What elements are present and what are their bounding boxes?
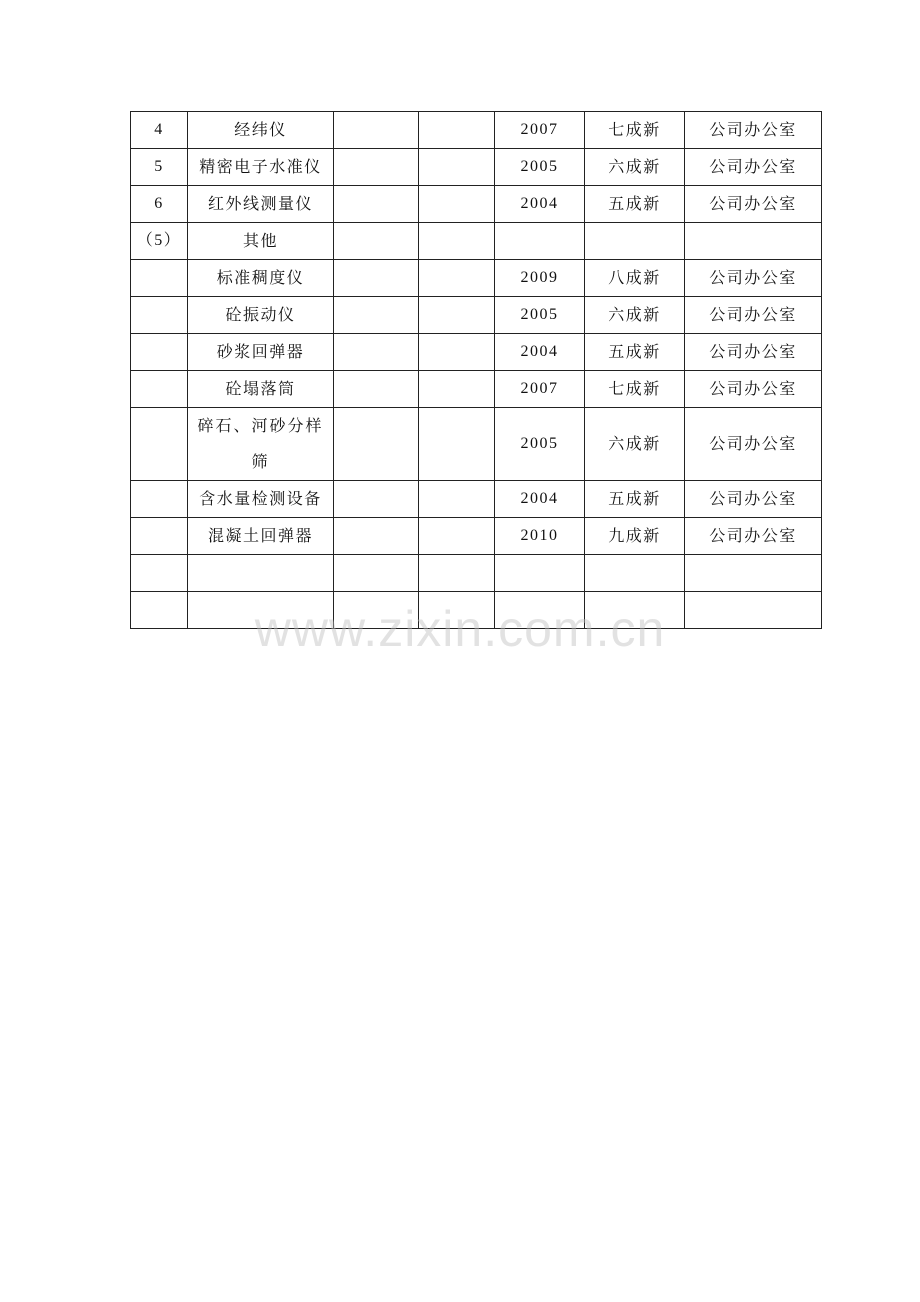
blank-cell [334, 223, 419, 260]
table-row-section-header [131, 223, 822, 260]
location-cell [685, 555, 822, 592]
table-row [131, 186, 822, 223]
equipment-name-cell: 碎石、河砂分样筛 [188, 408, 334, 481]
blank-cell [419, 186, 495, 223]
location-cell: 公司办公室 [685, 334, 822, 371]
table-row [131, 371, 822, 408]
blank-cell [419, 149, 495, 186]
row-number-cell: 5 [131, 149, 188, 186]
year-cell: 2005 [495, 297, 585, 334]
table-row [131, 149, 822, 186]
blank-cell [419, 371, 495, 408]
condition-cell: 七成新 [585, 112, 685, 149]
row-number-cell [131, 371, 188, 408]
year-cell: 2004 [495, 334, 585, 371]
row-number-cell: 4 [131, 112, 188, 149]
year-cell: 2010 [495, 518, 585, 555]
section-number-cell: （5） [131, 223, 188, 260]
year-cell [495, 555, 585, 592]
table-row [131, 260, 822, 297]
blank-cell [419, 555, 495, 592]
condition-cell: 五成新 [585, 334, 685, 371]
equipment-name-cell: 含水量检测设备 [188, 481, 334, 518]
row-number-cell [131, 518, 188, 555]
condition-cell [585, 592, 685, 629]
condition-cell: 六成新 [585, 408, 685, 481]
blank-cell [334, 297, 419, 334]
row-number-cell [131, 408, 188, 481]
row-number-cell [131, 334, 188, 371]
condition-cell: 八成新 [585, 260, 685, 297]
location-cell: 公司办公室 [685, 481, 822, 518]
year-cell: 2005 [495, 408, 585, 481]
equipment-table [130, 111, 822, 629]
blank-cell [334, 555, 419, 592]
equipment-name-cell: 标准稠度仪 [188, 260, 334, 297]
blank-cell [419, 592, 495, 629]
location-cell: 公司办公室 [685, 371, 822, 408]
condition-cell [585, 555, 685, 592]
condition-cell [585, 223, 685, 260]
row-number-cell: 6 [131, 186, 188, 223]
section-title-cell: 其他 [188, 223, 334, 260]
row-number-cell [131, 555, 188, 592]
table-row [131, 481, 822, 518]
table-row [131, 112, 822, 149]
equipment-name-cell [188, 555, 334, 592]
table-row [131, 518, 822, 555]
condition-cell: 六成新 [585, 297, 685, 334]
condition-cell: 七成新 [585, 371, 685, 408]
year-cell: 2009 [495, 260, 585, 297]
year-cell: 2005 [495, 149, 585, 186]
blank-cell [334, 149, 419, 186]
blank-cell [334, 260, 419, 297]
location-cell [685, 223, 822, 260]
table-row [131, 408, 822, 481]
blank-cell [334, 371, 419, 408]
equipment-name-cell: 混凝土回弹器 [188, 518, 334, 555]
blank-cell [419, 297, 495, 334]
equipment-name-cell: 砂浆回弹器 [188, 334, 334, 371]
blank-cell [334, 112, 419, 149]
location-cell: 公司办公室 [685, 186, 822, 223]
location-cell: 公司办公室 [685, 149, 822, 186]
watermark-text: www.zixin.com.cn [254, 601, 666, 657]
year-cell: 2004 [495, 481, 585, 518]
year-cell: 2004 [495, 186, 585, 223]
blank-cell [419, 408, 495, 481]
blank-cell [419, 518, 495, 555]
equipment-name-cell [188, 592, 334, 629]
equipment-name-cell: 经纬仪 [188, 112, 334, 149]
blank-cell [419, 112, 495, 149]
blank-cell [334, 186, 419, 223]
row-number-cell [131, 592, 188, 629]
equipment-name-cell: 砼塌落筒 [188, 371, 334, 408]
blank-cell [334, 408, 419, 481]
table-row-empty [131, 592, 822, 629]
equipment-name-cell: 红外线测量仪 [188, 186, 334, 223]
location-cell: 公司办公室 [685, 260, 822, 297]
condition-cell: 五成新 [585, 481, 685, 518]
condition-cell: 九成新 [585, 518, 685, 555]
location-cell: 公司办公室 [685, 408, 822, 481]
blank-cell [334, 334, 419, 371]
equipment-table-body [131, 112, 822, 629]
year-cell [495, 592, 585, 629]
year-cell [495, 223, 585, 260]
year-cell: 2007 [495, 112, 585, 149]
row-number-cell [131, 260, 188, 297]
table-row-empty [131, 555, 822, 592]
blank-cell [334, 518, 419, 555]
blank-cell [334, 592, 419, 629]
location-cell: 公司办公室 [685, 297, 822, 334]
blank-cell [419, 260, 495, 297]
blank-cell [419, 481, 495, 518]
table-row [131, 297, 822, 334]
table-row [131, 334, 822, 371]
blank-cell [419, 223, 495, 260]
year-cell: 2007 [495, 371, 585, 408]
row-number-cell [131, 481, 188, 518]
location-cell: 公司办公室 [685, 518, 822, 555]
blank-cell [334, 481, 419, 518]
location-cell: 公司办公室 [685, 112, 822, 149]
equipment-name-cell: 砼振动仪 [188, 297, 334, 334]
condition-cell: 六成新 [585, 149, 685, 186]
condition-cell: 五成新 [585, 186, 685, 223]
location-cell [685, 592, 822, 629]
blank-cell [419, 334, 495, 371]
row-number-cell [131, 297, 188, 334]
equipment-name-cell: 精密电子水准仪 [188, 149, 334, 186]
